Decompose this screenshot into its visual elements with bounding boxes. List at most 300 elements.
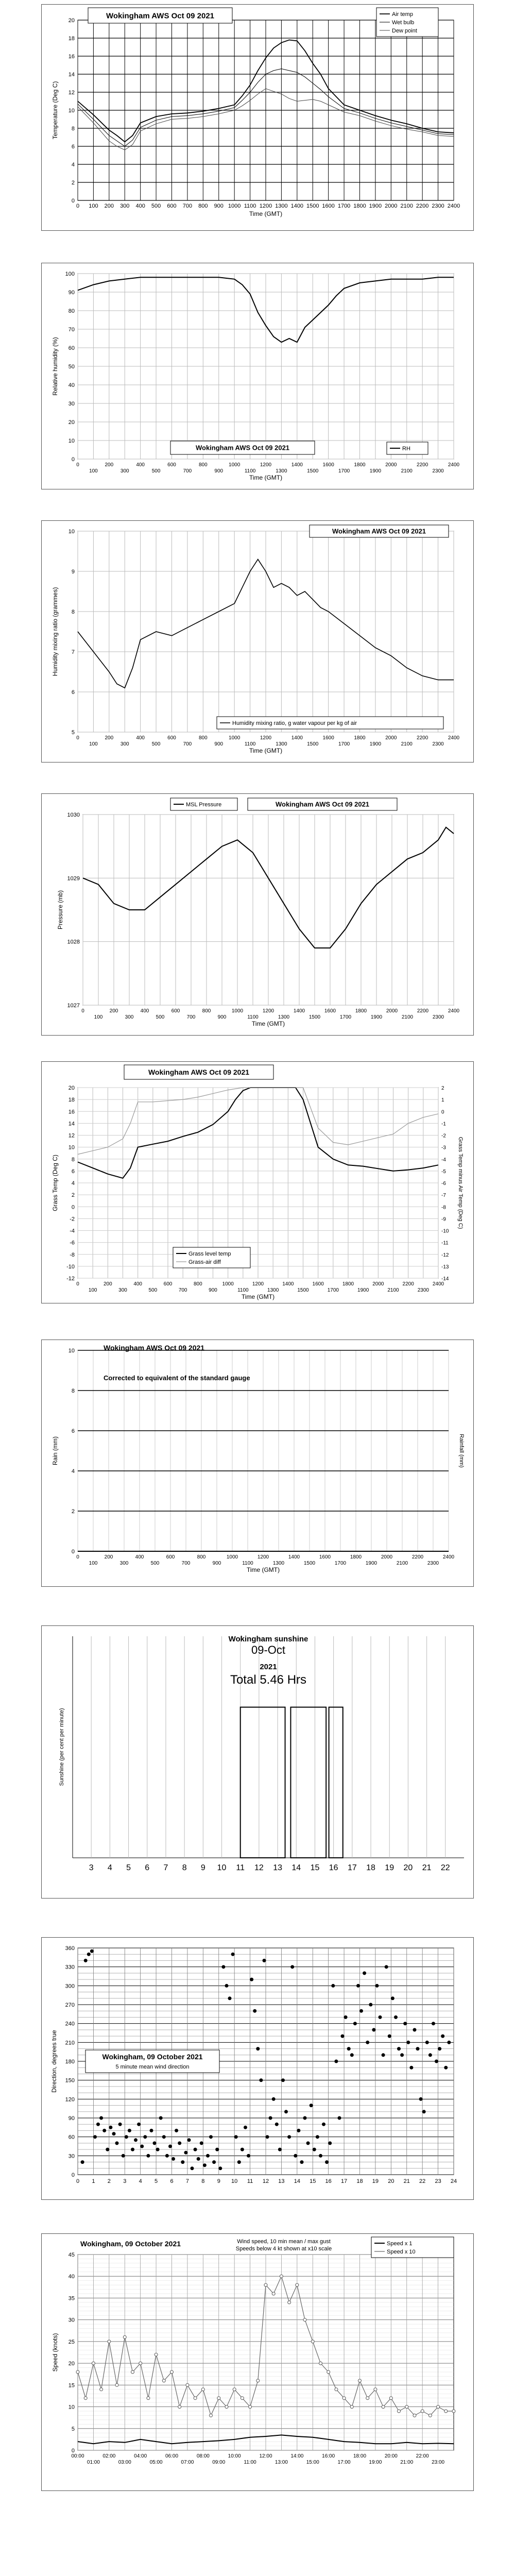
y-axis-label: Direction, degrees true (50, 2030, 58, 2093)
chart-title: Wokingham AWS Oct 09 2021 (106, 11, 215, 21)
y-tick-label: 5 (71, 2426, 75, 2432)
x-tick-label: 6 (170, 2178, 174, 2184)
y-tick-label: 2 (71, 180, 75, 186)
speed-x10-marker (194, 2397, 197, 2400)
x-tick-label: 21:00 (400, 2460, 414, 2465)
x-tick-label: 4 (107, 1863, 112, 1872)
x-tick-label: 2400 (442, 1554, 455, 1560)
x-tick-label: 2200 (417, 462, 428, 468)
x-tick-label: 00:00 (71, 2453, 84, 2459)
x-tick-label: 500 (148, 1287, 158, 1293)
x-tick-label: 2200 (402, 1281, 414, 1287)
speed-x10-marker (280, 2275, 283, 2278)
direction-point (353, 2022, 357, 2025)
legend-label: Humidity mixing ratio, g water vapour per kg of air (232, 720, 357, 726)
x-tick-label: 1000 (222, 1281, 234, 1287)
x-tick-label: 800 (202, 1008, 211, 1014)
speed-x10-marker (398, 2410, 401, 2413)
y-axis-label: Humidity mixing ratio (grammes) (52, 587, 59, 676)
y-tick-label: 300 (65, 1983, 75, 1990)
x-tick-label: 1800 (354, 462, 366, 468)
y-tick-label: 20 (68, 18, 75, 24)
x-tick-label: 18:00 (353, 2453, 367, 2459)
x-tick-label: 23:00 (432, 2460, 445, 2465)
x-tick-label: 9 (200, 1863, 205, 1872)
y-axis-label: Relative humidity (%) (52, 337, 59, 396)
speed-x10-marker (131, 2370, 134, 2374)
direction-point (81, 2160, 84, 2164)
x-tick-label: 16:00 (322, 2453, 335, 2459)
speed-x10-marker (170, 2370, 174, 2374)
x-tick-label: 2300 (432, 1014, 444, 1020)
x-tick-label: 15 (310, 2178, 316, 2184)
y-right-tick-label: 1 (441, 1097, 444, 1104)
direction-point (225, 1984, 229, 1988)
x-tick-label: 400 (136, 735, 145, 741)
x-tick-label: 2100 (400, 203, 413, 209)
y-tick-label: 30 (68, 2317, 75, 2324)
speed-x10-marker (233, 2388, 236, 2391)
direction-point (137, 2123, 141, 2126)
y-tick-label: 7 (71, 649, 75, 655)
x-tick-label: 8 (182, 1863, 187, 1872)
x-tick-label: 1100 (237, 1287, 249, 1293)
x-tick-label: 09:00 (212, 2460, 226, 2465)
y-tick-label: 60 (68, 345, 75, 351)
x-tick-label: 15:00 (306, 2460, 319, 2465)
direction-point (278, 2148, 282, 2151)
x-tick-label: 1600 (319, 1554, 331, 1560)
y-right-axis-label: Grass Temp minus Air Temp (Deg C) (457, 1137, 464, 1229)
y-right-tick-label: -5 (441, 1168, 446, 1175)
x-tick-label: 1500 (297, 1287, 309, 1293)
x-tick-label: 1700 (327, 1287, 339, 1293)
direction-point (266, 2135, 269, 2139)
x-tick-label: 500 (150, 1561, 160, 1566)
x-tick-label: 10 (217, 1863, 227, 1872)
direction-point (382, 2053, 385, 2057)
y-tick-label: 100 (65, 271, 75, 277)
y-tick-label: 2 (71, 1509, 75, 1515)
speed-x10-marker (444, 2410, 448, 2413)
direction-point (234, 2135, 238, 2139)
x-tick-label: 300 (119, 1561, 129, 1566)
speed-x10-marker (319, 2362, 322, 2365)
x-tick-label: 1900 (357, 1287, 369, 1293)
x-tick-label: 5 (154, 2178, 158, 2184)
direction-point (134, 2138, 138, 2142)
x-tick-label: 1000 (229, 735, 241, 741)
direction-point (334, 2060, 338, 2063)
direction-point (115, 2141, 119, 2145)
x-tick-label: 2300 (432, 203, 444, 209)
direction-point (447, 2041, 451, 2044)
direction-point (150, 2129, 153, 2132)
x-tick-label: 2400 (432, 1281, 444, 1287)
direction-point (250, 1978, 253, 1981)
x-tick-label: 200 (104, 1554, 113, 1560)
x-tick-label: 18 (356, 2178, 363, 2184)
chart-title: Wokingham, 09 October 2021 (102, 2053, 203, 2061)
x-tick-label: 04:00 (134, 2453, 147, 2459)
speed-x10-marker (186, 2383, 189, 2386)
x-tick-label: 22:00 (416, 2453, 429, 2459)
y-tick-label: 270 (65, 2002, 75, 2008)
x-tick-label: 1000 (231, 1008, 244, 1014)
x-tick-label: 2200 (411, 1554, 424, 1560)
x-tick-label: 17 (340, 2178, 348, 2184)
x-tick-label: 1300 (276, 741, 287, 747)
legend-label: RH (402, 446, 410, 452)
chart-title: Wokingham AWS Oct 09 2021 (332, 527, 426, 535)
x-tick-label: 600 (167, 203, 177, 209)
y-axis-label: Speed (knots) (52, 2333, 59, 2372)
y-tick-label: 4 (71, 1180, 75, 1187)
x-tick-label: 900 (214, 203, 224, 209)
x-tick-label: 18 (366, 1863, 375, 1872)
x-tick-label: 800 (198, 203, 208, 209)
y-tick-label: 8 (71, 1156, 75, 1163)
mixing-ratio-chart-panel (41, 520, 474, 762)
x-tick-label: 1 (92, 2178, 95, 2184)
direction-point (379, 2015, 382, 2019)
direction-point (215, 2148, 219, 2151)
speed-x10-marker (178, 2405, 181, 2409)
direction-point (303, 2116, 307, 2120)
direction-point (310, 2104, 313, 2107)
x-tick-label: 12 (262, 2178, 269, 2184)
x-tick-label: 1600 (322, 735, 334, 741)
direction-point (403, 2022, 407, 2025)
direction-point (99, 2116, 103, 2120)
x-tick-label: 20 (403, 1863, 413, 1872)
y-right-tick-label: -3 (441, 1145, 446, 1151)
x-tick-label: 0 (76, 1281, 79, 1287)
legend-label: Wet bulb (392, 20, 415, 26)
x-tick-label: 17:00 (337, 2460, 351, 2465)
y-tick-label: 150 (65, 2077, 75, 2084)
direction-point (244, 2126, 247, 2129)
x-tick-label: 24 (450, 2178, 457, 2184)
temperature-chart-panel (41, 4, 474, 231)
direction-point (338, 2116, 341, 2120)
grass-temp-chart-panel (41, 1061, 474, 1303)
x-tick-label: 700 (178, 1287, 187, 1293)
y-tick-label: 5 (71, 730, 75, 736)
speed-x10-marker (162, 2379, 165, 2382)
y-tick-label: 9 (71, 569, 75, 575)
x-tick-label: 08:00 (196, 2453, 210, 2459)
x-tick-label: 02:00 (102, 2453, 116, 2459)
x-tick-label: 2200 (417, 1008, 429, 1014)
x-tick-label: 100 (94, 1014, 103, 1020)
x-axis-label: Time (GMT) (241, 1293, 275, 1300)
direction-point (394, 2015, 398, 2019)
direction-point (385, 1965, 388, 1969)
x-tick-label: 1400 (290, 203, 304, 209)
direction-point (128, 2129, 131, 2132)
x-tick-label: 20:00 (384, 2453, 398, 2459)
x-axis-label: Time (GMT) (246, 1566, 280, 1573)
x-tick-label: 2000 (385, 203, 398, 209)
x-tick-label: 0 (81, 1008, 84, 1014)
chart-subtitle: Corrected to equivalent of the standard gauge (104, 1374, 250, 1382)
x-tick-label: 2100 (387, 1287, 399, 1293)
x-tick-label: 07:00 (181, 2460, 194, 2465)
y-tick-label: 6 (71, 689, 75, 696)
chart-note: Speeds below 4 kt shown at x10 scale (235, 2246, 332, 2252)
direction-point (432, 2022, 435, 2025)
speed-x10-marker (374, 2388, 377, 2391)
x-tick-label: 600 (171, 1008, 180, 1014)
direction-point (372, 2028, 375, 2031)
direction-point (146, 2154, 150, 2158)
y-axis-label: Grass Temp (Deg C) (52, 1155, 59, 1211)
direction-point (328, 2141, 332, 2145)
chart-title: Wokingham, 09 October 2021 (80, 2240, 181, 2248)
direction-point (344, 2015, 348, 2019)
x-tick-label: 2400 (448, 1008, 460, 1014)
y-tick-label: 90 (68, 290, 75, 296)
direction-point (369, 2003, 372, 2007)
speed-x10-marker (264, 2283, 267, 2286)
sunshine-chart (42, 1626, 473, 1898)
y-tick-label: 6 (71, 1168, 75, 1175)
direction-point (313, 2148, 316, 2151)
y-tick-label: 14 (68, 72, 75, 78)
direction-point (319, 2154, 322, 2158)
y-tick-label: 25 (68, 2338, 75, 2345)
x-tick-label: 1900 (369, 203, 382, 209)
speed-x10-marker (100, 2388, 103, 2391)
grass-temp-chart (42, 1062, 473, 1303)
x-tick-label: 900 (214, 468, 224, 474)
x-tick-label: 1000 (228, 203, 241, 209)
y-axis-label: Temperature (Deg C) (52, 81, 59, 140)
speed-x10-marker (249, 2405, 252, 2409)
rain-chart-panel (41, 1340, 474, 1587)
x-tick-label: 2000 (381, 1554, 393, 1560)
x-tick-label: 500 (156, 1014, 165, 1020)
direction-point (375, 1984, 379, 1988)
legend-label: MSL Pressure (186, 802, 222, 808)
x-tick-label: 21 (403, 2178, 410, 2184)
x-tick-label: 13 (278, 2178, 285, 2184)
y-tick-label: 120 (65, 2096, 75, 2103)
x-tick-label: 800 (198, 735, 208, 741)
speed-x10-marker (201, 2388, 204, 2391)
legend-label: Air temp (392, 11, 413, 18)
chart-subtitle: 5 minute mean wind direction (115, 2064, 190, 2070)
y-tick-label: 330 (65, 1964, 75, 1971)
direction-point (406, 2041, 410, 2044)
direction-point (397, 2047, 401, 2050)
x-tick-label: 1300 (275, 203, 288, 209)
direction-point (84, 1959, 88, 1962)
y-right-tick-label: -9 (441, 1216, 446, 1223)
y-tick-label: 10 (68, 1144, 75, 1151)
x-tick-label: 1700 (339, 1014, 352, 1020)
speed-x10-marker (311, 2340, 314, 2343)
y-tick-label: 10 (68, 529, 75, 535)
x-tick-label: 2400 (448, 462, 460, 468)
x-tick-label: 1100 (244, 468, 256, 474)
x-tick-label: 20 (388, 2178, 394, 2184)
x-tick-label: 1400 (282, 1281, 294, 1287)
x-tick-label: 200 (104, 203, 114, 209)
direction-point (87, 1953, 91, 1956)
x-tick-label: 1100 (242, 1561, 253, 1566)
legend-label: Dew point (392, 28, 417, 34)
direction-point (388, 2035, 391, 2038)
x-tick-label: 600 (163, 1281, 173, 1287)
chart-year: 2021 (260, 1663, 277, 1671)
direction-point (178, 2141, 181, 2145)
direction-point (325, 2160, 329, 2164)
direction-point (435, 2060, 438, 2063)
y-right-tick-label: -10 (441, 1228, 449, 1234)
direction-point (197, 2157, 200, 2161)
x-tick-label: 1900 (365, 1561, 377, 1566)
speed-x10-marker (405, 2405, 408, 2409)
x-tick-label: 1900 (370, 1014, 383, 1020)
direction-point (413, 2028, 417, 2031)
wind-direction-chart-panel (41, 1937, 474, 2200)
direction-point (359, 2009, 363, 2013)
x-tick-label: 13 (273, 1863, 282, 1872)
x-tick-label: 1800 (354, 735, 366, 741)
x-tick-label: 200 (109, 1008, 118, 1014)
speed-x10-marker (139, 2362, 142, 2365)
direction-point (281, 2078, 285, 2082)
y-tick-label: 1029 (67, 875, 80, 882)
y-tick-label: 2 (71, 1192, 75, 1199)
direction-point (350, 2053, 354, 2057)
speed-x10-marker (389, 2397, 392, 2400)
direction-point (366, 2041, 369, 2044)
x-tick-label: 1600 (322, 203, 335, 209)
speed-x10-marker (452, 2410, 455, 2413)
direction-point (125, 2135, 128, 2139)
direction-point (275, 2123, 279, 2126)
x-tick-label: 01:00 (87, 2460, 100, 2465)
x-tick-label: 700 (183, 741, 192, 747)
y-tick-label: 8 (71, 1388, 75, 1394)
y-tick-label: 10 (68, 438, 75, 444)
x-tick-label: 1300 (278, 1014, 290, 1020)
direction-point (102, 2129, 106, 2132)
y-right-tick-label: -1 (441, 1121, 446, 1127)
y-tick-label: -4 (70, 1228, 75, 1234)
y-tick-label: 18 (68, 36, 75, 42)
direction-point (153, 2141, 157, 2145)
direction-point (316, 2135, 319, 2139)
x-tick-label: 900 (212, 1561, 221, 1566)
x-tick-label: 1700 (334, 1561, 347, 1566)
y-right-tick-label: -8 (441, 1205, 446, 1211)
y-tick-label: 0 (71, 2172, 75, 2178)
direction-point (194, 2148, 197, 2151)
direction-point (400, 2053, 404, 2057)
humidity-chart-panel (41, 263, 474, 489)
x-tick-label: 1300 (267, 1287, 279, 1293)
direction-point (253, 2009, 256, 2013)
x-tick-label: 2000 (385, 462, 397, 468)
legend-label: Grass level temp (188, 1251, 231, 1257)
direction-point (221, 1965, 225, 1969)
x-tick-label: 2100 (401, 468, 413, 474)
chart-title: Wokingham AWS Oct 09 2021 (104, 1344, 205, 1352)
direction-point (356, 1984, 360, 1988)
x-tick-label: 2400 (448, 735, 460, 741)
x-tick-label: 300 (120, 203, 130, 209)
y-tick-label: 90 (68, 2115, 75, 2122)
y-right-axis-label: Rainfall (mm) (458, 1434, 465, 1468)
x-tick-label: 1900 (369, 468, 382, 474)
direction-point (341, 2035, 345, 2038)
y-tick-label: 16 (68, 54, 75, 60)
y-tick-label: 35 (68, 2295, 75, 2302)
direction-point (272, 2097, 276, 2101)
y-right-tick-label: -2 (441, 1133, 446, 1139)
x-tick-label: 1300 (272, 1561, 285, 1566)
direction-point (96, 2123, 100, 2126)
x-tick-label: 1200 (259, 203, 272, 209)
x-tick-label: 2300 (427, 1561, 439, 1566)
x-tick-label: 300 (120, 468, 129, 474)
x-tick-label: 0 (76, 203, 80, 209)
x-tick-label: 2200 (417, 735, 428, 741)
direction-point (175, 2129, 178, 2132)
chart-title: Wokingham AWS Oct 09 2021 (195, 444, 290, 452)
x-tick-label: 6 (145, 1863, 150, 1872)
y-tick-label: -6 (70, 1240, 75, 1246)
direction-point (122, 2154, 125, 2158)
chart-title: Wokingham AWS Oct 09 2021 (148, 1068, 250, 1076)
x-tick-label: 300 (125, 1014, 134, 1020)
direction-point (444, 2066, 448, 2070)
x-tick-label: 4 (139, 2178, 142, 2184)
x-tick-label: 3 (123, 2178, 127, 2184)
y-tick-label: 180 (65, 2059, 75, 2065)
x-tick-label: 1500 (306, 203, 319, 209)
y-tick-label: 40 (68, 2274, 75, 2280)
direction-point (118, 2123, 122, 2126)
speed-x10-marker (108, 2340, 111, 2343)
x-tick-label: 1500 (303, 1561, 316, 1566)
x-tick-label: 800 (193, 1281, 202, 1287)
direction-point (218, 2166, 222, 2170)
x-tick-label: 11 (236, 1863, 245, 1872)
speed-x10-marker (256, 2379, 260, 2382)
x-tick-label: 1800 (342, 1281, 354, 1287)
x-tick-label: 0 (76, 2178, 80, 2184)
x-tick-label: 400 (135, 1554, 144, 1560)
speed-x10-marker (296, 2283, 299, 2286)
legend-label: Speed x 10 (387, 2249, 416, 2255)
direction-point (428, 2053, 432, 2057)
speed-x10-marker (358, 2379, 362, 2382)
x-tick-label: 1100 (244, 203, 256, 209)
x-tick-label: 1400 (288, 1554, 300, 1560)
speed-x10-marker (350, 2405, 353, 2409)
x-tick-label: 700 (186, 1014, 196, 1020)
direction-point (106, 2148, 109, 2151)
direction-point (419, 2097, 423, 2101)
y-tick-label: 20 (68, 419, 75, 426)
chart-title: Wokingham sunshine (228, 1635, 308, 1643)
x-tick-label: 500 (151, 203, 161, 209)
